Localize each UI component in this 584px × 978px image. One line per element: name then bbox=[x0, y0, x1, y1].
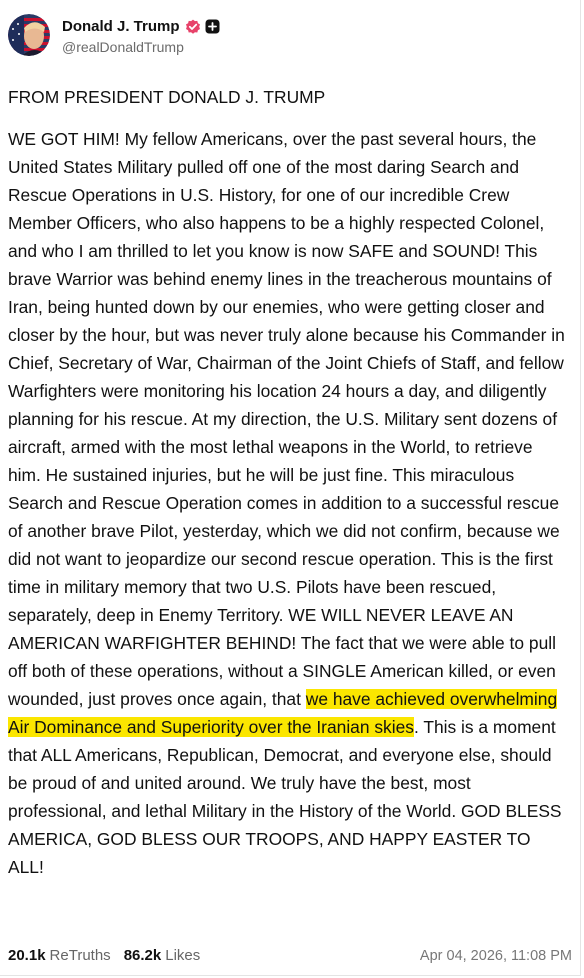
likes-count[interactable]: 86.2k bbox=[123, 947, 162, 964]
post-body-text-part-1: WE GOT HIM! My fellow Americans, over the past several hours, the United States Military pulled off one of the most daring Search and Rescue Operations in U.S. History, for one of our incredible Crew Member Officers, who also happens to be a highly respected Colonel, and who I am thrilled to let you know is now SAFE and SOUND! This brave Warrior was behind enemy lines in the treacherous mountains of Iran, being hunted down by our enemies, who were getting closer and closer by the hour, but was never truly alone because his Commander in Chief, Secretary of War, Chairman of the Joint Chiefs of Staff, and fellow Warfighters were monitoring his location 24 hours a day, and diligently planning for his rescue. At my direction, the U.S. Military sent dozens of aircraft, armed with the most lethal weapons in the World, to retrieve him. He sustained injuries, but he will be just fine. This miraculous Search and Rescue Operation comes in addition to a successful rescue of another brave Pilot, yesterday, which we did not confirm, because we did not want to jeopardize our second rescue operation. This is the first time in military memory that two U.S. Pilots have been rescued, separately, deep in Enemy Territory. WE WILL NEVER LEAVE AN AMERICAN WARFIGHTER BEHIND! The fact that we were able to pull off both of these operations, without a SINGLE American killed, or even wounded, just proves once again, that bbox=[8, 129, 565, 709]
post-footer bbox=[8, 947, 572, 964]
post-timestamp[interactable]: Apr 04, 2026, 11:08 PM bbox=[419, 947, 572, 964]
author-handle[interactable]: @realDonaldTrump bbox=[62, 38, 184, 55]
highlighted-text: we have achieved overwhelming Air Dominance and Superiority over the Iranian skies bbox=[8, 689, 558, 737]
retruths-count[interactable]: 20.1k bbox=[8, 947, 46, 964]
avatar[interactable] bbox=[8, 14, 50, 56]
name-row bbox=[62, 16, 220, 38]
retruths-label[interactable]: ReTruths bbox=[49, 947, 111, 964]
author-display-name[interactable]: Donald J. Trump bbox=[62, 18, 180, 35]
post-header bbox=[8, 12, 220, 58]
post-heading: FROM PRESIDENT DONALD J. TRUMP bbox=[8, 87, 326, 107]
likes-label[interactable]: Likes bbox=[165, 947, 201, 964]
avatar-image bbox=[8, 14, 50, 56]
plus-badge-icon bbox=[205, 19, 220, 34]
post-content bbox=[8, 83, 568, 881]
author-identity bbox=[62, 16, 220, 55]
post-body-text bbox=[8, 125, 568, 881]
verified-badge-icon bbox=[185, 19, 201, 35]
post-body-text-part-2: . This is a moment that ALL Americans, Republican, Democrat, and everyone else, should be proud of and united around. We truly have the best, most professional, and lethal Military in the History of the World. GOD BLESS AMERICA, GOD BLESS OUR TROOPS, AND HAPPY EASTER TO ALL! bbox=[8, 717, 562, 877]
